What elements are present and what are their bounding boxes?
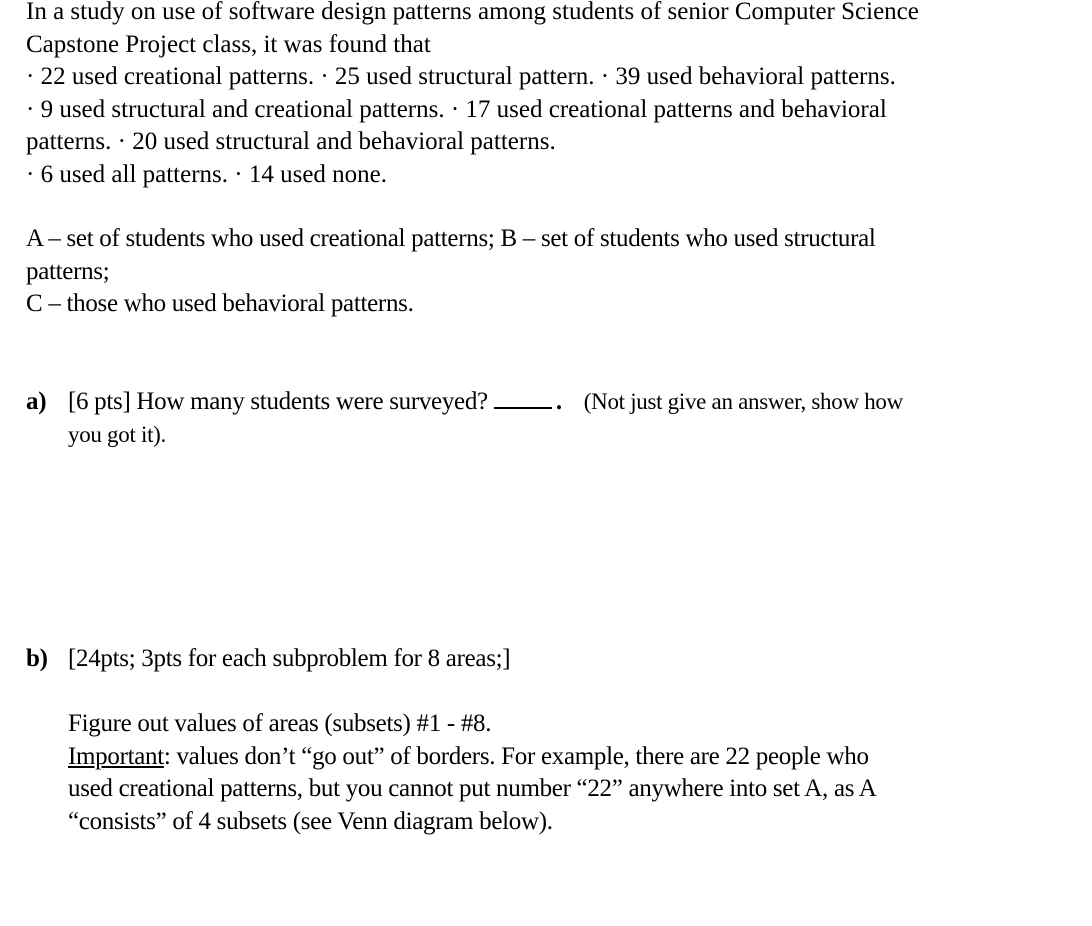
- question-a: [26, 386, 903, 451]
- question-b-instruction: Figure out values of areas (subsets) #1 - #8.: [68, 710, 492, 737]
- question-b-important-line-2: used creational patterns, but you cannot put number “22” anywhere into set A, as A: [68, 775, 877, 802]
- definition-line-1: A – set of students who used creational patterns; B – set of students who used structural: [26, 225, 876, 252]
- question-b-label: b): [26, 645, 48, 672]
- question-b-important-line-1: [26, 741, 877, 774]
- definition-line-2: patterns;: [26, 257, 110, 285]
- question-a-text: [6 pts] How many students were surveyed?: [68, 388, 488, 415]
- question-b-points: [24pts; 3pts for each subproblem for 8 areas;]: [68, 645, 511, 672]
- important-text-1: : values don’t “go out” of borders. For example, there are 22 people who: [163, 742, 869, 770]
- set-definitions: [26, 223, 876, 321]
- question-b-important-line-3: “consists” of 4 subsets (see Venn diagram below).: [68, 807, 553, 835]
- question-a-period: .: [555, 388, 562, 415]
- definition-line-3: C – those who used behavioral patterns.: [26, 290, 414, 317]
- question-a-label: a): [26, 388, 47, 415]
- question-b-line-1: [26, 643, 877, 676]
- facts-line-4: · 6 used all patterns. · 14 used none.: [26, 160, 388, 188]
- question-a-note-cont: you got it).: [68, 421, 166, 447]
- facts-line-3: patterns. · 20 used structural and behavioral patterns.: [26, 128, 556, 155]
- answer-blank: [494, 389, 552, 409]
- question-a-line-1: [26, 386, 903, 419]
- question-a-line-2: [26, 419, 903, 452]
- intro-line-1: In a study on use of software design patterns among students of senior Computer Science: [26, 0, 919, 25]
- important-label: Important: [68, 742, 164, 770]
- question-a-note: (Not just give an answer, show how: [583, 389, 903, 414]
- question-b: [26, 643, 877, 838]
- question-b-spacer: [26, 676, 877, 709]
- intro-line-2: Capstone Project class, it was found that: [26, 30, 431, 58]
- facts-line-1: · 22 used creational patterns. · 25 used structural pattern. · 39 used behavioral patterns.: [26, 63, 896, 90]
- facts-line-2: · 9 used structural and creational patterns. · 17 used creational patterns and behavioral: [26, 95, 887, 123]
- intro-paragraph: [26, 0, 919, 191]
